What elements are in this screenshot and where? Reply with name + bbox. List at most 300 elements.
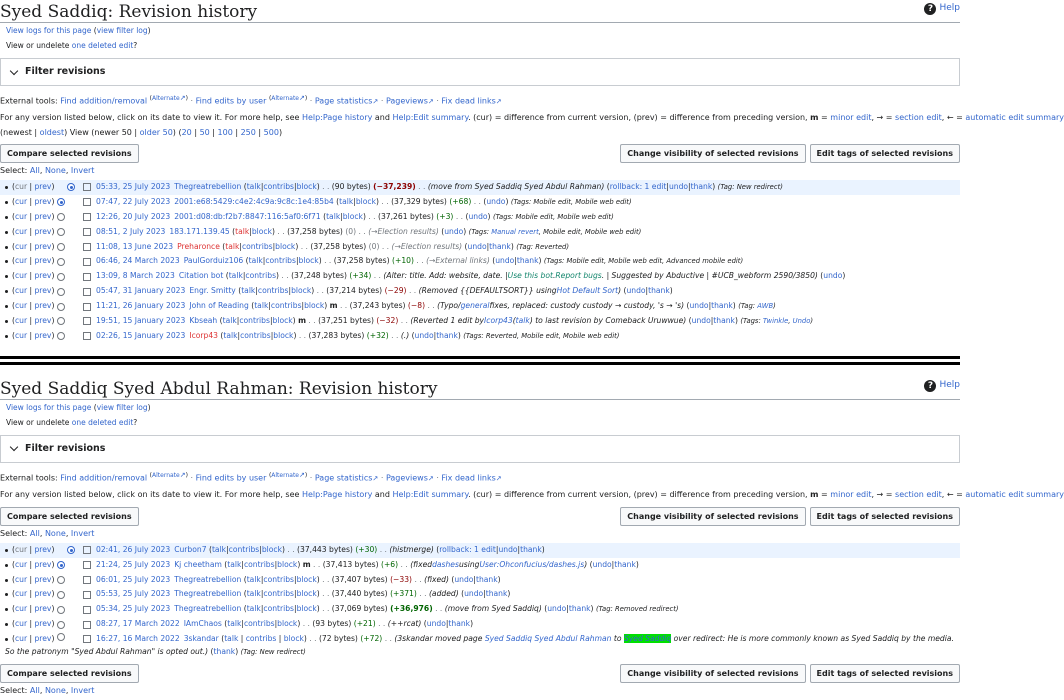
page-title: Syed Saddiq Syed Abdul Rahman: Revision history [0, 377, 960, 400]
thank-link[interactable]: thank [711, 301, 733, 311]
user-link[interactable]: Engr. Smitty [189, 286, 236, 296]
alternate-link-1[interactable]: Alternate [152, 471, 180, 479]
diff-radio[interactable] [57, 576, 65, 584]
undo-link[interactable]: undo [668, 182, 689, 191]
alternate-link-2[interactable]: Alternate [271, 95, 299, 102]
revision-date[interactable]: 13:09, 8 March 2023 [96, 271, 175, 281]
external-link-icon: ↗ [298, 470, 305, 479]
help-label[interactable]: Help [939, 3, 960, 14]
select-all-link[interactable]: All [29, 528, 40, 538]
undo-link[interactable]: undo [444, 226, 464, 236]
revision-date[interactable]: 21:24, 25 July 2023 [96, 559, 171, 569]
revision-list [0, 180, 960, 344]
revision-date[interactable]: 11:08, 13 June 2023 [96, 241, 174, 251]
cur-link[interactable]: cur [14, 559, 28, 569]
diff-radio[interactable] [57, 621, 65, 629]
diff-radio[interactable] [57, 243, 65, 251]
compare-button[interactable]: Compare selected revisions [0, 144, 139, 163]
prev-link[interactable]: prev [34, 286, 52, 296]
contribs-link[interactable]: contribs [228, 544, 260, 554]
limit-50-link[interactable]: 50 [199, 128, 210, 137]
rollback-link[interactable]: rollback: 1 edit [609, 182, 667, 191]
script-link[interactable]: User:Ohconfucius/dashes.js [479, 559, 585, 569]
prev-link[interactable]: prev [34, 226, 52, 236]
diff-radio[interactable] [57, 332, 65, 340]
talk-link[interactable]: talk [246, 574, 261, 584]
talk-link[interactable]: talk [235, 226, 250, 236]
user-link[interactable]: Thegreatrebellion [174, 182, 242, 191]
block-link[interactable]: block [272, 316, 293, 326]
prev-link[interactable]: prev [34, 544, 52, 554]
diff-radio[interactable] [57, 258, 65, 266]
prev-link[interactable]: prev [34, 301, 52, 311]
cur-link[interactable]: cur [14, 604, 28, 614]
tag-link[interactable]: AWB [757, 302, 774, 311]
undo-link[interactable]: undo [467, 241, 487, 251]
talk-link[interactable]: talk [254, 301, 269, 311]
help-link[interactable] [924, 380, 960, 392]
alternate-link-2[interactable]: Alternate [271, 471, 299, 479]
revision-checkbox[interactable] [83, 591, 91, 599]
select-line: Select: All, None, Invert [0, 528, 95, 538]
help-edit-summary-link[interactable]: Help:Edit summary [392, 113, 469, 122]
thank-link[interactable]: thank [436, 330, 458, 340]
block-link[interactable]: block [277, 619, 298, 629]
help-icon: ? [924, 380, 936, 392]
minor-edit-marker: m [298, 316, 306, 326]
alternate-link-1[interactable]: Alternate [152, 95, 180, 102]
thank-link[interactable]: thank [614, 559, 636, 569]
revision-checkbox[interactable] [83, 213, 91, 221]
cur-link[interactable]: cur [14, 196, 28, 206]
talk-link[interactable]: talk [246, 604, 261, 614]
revision-row: (cur | prev) 11:08, 13 June 2023 Preharonce ( talk | contribs | block ) . . (37,258 bytes) (0) . . (→Election results) ( undo | thank ) (Tag: Reverted) [0, 240, 960, 255]
talk-link[interactable]: talk [211, 544, 227, 554]
fix-dead-links-link[interactable]: Fix dead links [441, 473, 496, 483]
block-link[interactable]: block [275, 241, 296, 251]
prev-link[interactable]: prev [34, 316, 52, 326]
undo-link[interactable]: undo [414, 330, 434, 340]
revision-checkbox[interactable] [83, 317, 91, 325]
contribs-link[interactable]: contribs [240, 330, 271, 340]
undelete-link[interactable]: one deleted edit [71, 41, 134, 50]
cur-link[interactable]: cur [14, 574, 28, 584]
page-statistics-link[interactable]: Page statistics [314, 473, 373, 483]
revision-checkbox[interactable] [83, 303, 91, 311]
block-link[interactable]: block [261, 544, 282, 554]
block-link[interactable]: block [355, 196, 376, 206]
pageviews-link[interactable]: Pageviews [385, 96, 428, 106]
external-tools: External tools: Find addition/removal $^{(Alternate↗)}$ · Find edits by user $^{(Alternate↗)}$ · Page statistics↗ · Pageviews↗ · Fix dead links↗ [0, 94, 502, 106]
revision-date[interactable]: 02:26, 15 January 2023 [96, 330, 186, 340]
contribs-link[interactable]: contribs [241, 241, 273, 251]
revision-checkbox[interactable] [83, 576, 91, 584]
thank-link[interactable]: thank [213, 647, 236, 657]
thank-link[interactable]: thank [485, 589, 508, 599]
revision-row: (cur | prev) 05:34, 25 July 2023 Thegreatrebellion ( talk | contribs | block ) . . (37,069 bytes) (+36,976) . . (move from Syed Saddiq) ( undo | thank ) (Tag: Removed redirect) [0, 602, 960, 617]
undo-link[interactable]: undo [498, 544, 518, 554]
contribs-link[interactable]: contribs [265, 256, 296, 266]
revision-checkbox[interactable] [83, 635, 91, 643]
block-link[interactable]: block [291, 286, 312, 296]
undo-link[interactable]: undo [691, 316, 711, 326]
prev-link[interactable]: prev [34, 256, 52, 266]
revision-row: (cur | prev) 08:27, 17 March 2022 IAmChaos ( talk | contribs | block ) . . (93 bytes) (+21) . . (++rcat) ( undo | thank ) [0, 617, 960, 632]
contribs-link[interactable]: contribs [263, 604, 295, 614]
cur-link[interactable]: cur [14, 634, 28, 644]
cur-link[interactable]: cur [14, 271, 28, 281]
revision-checkbox[interactable] [83, 606, 91, 614]
cur-link[interactable]: cur [14, 619, 28, 629]
help-link[interactable] [924, 3, 960, 15]
revision-date[interactable]: 05:47, 31 January 2023 [96, 286, 186, 296]
help-page-history-link[interactable]: Help:Page history [301, 113, 373, 122]
talk-link[interactable]: talk [227, 619, 242, 629]
prev-link[interactable]: prev [34, 634, 52, 644]
revision-row: (cur | prev) 06:01, 25 July 2023 Thegreatrebellion ( talk | contribs | block ) . . (37,407 bytes) (−33) . . (fixed) ( undo | thank ) [0, 573, 960, 588]
view-logs-link[interactable]: View logs for this page [6, 402, 92, 412]
section-edit-link[interactable]: section edit [895, 113, 942, 122]
cur-link[interactable]: cur [14, 241, 28, 251]
thank-link[interactable]: thank [690, 182, 713, 191]
revision-row: (cur | prev) 07:47, 22 July 2023 2001:e68:5429:c4e2:4c9a:9c8c:1e4:85b4 ( talk | block ) . . (37,329 bytes) (+68) . . ( undo ) (Tags: Mobile edit, Mobile web edit) [0, 195, 960, 210]
external-link-icon: ↗ [372, 97, 379, 106]
user-link[interactable]: 3skandar [183, 634, 219, 644]
find-edits-user-link[interactable]: Find edits by user [195, 96, 267, 106]
rollback-link[interactable]: rollback: 1 edit [439, 544, 496, 554]
block-link[interactable]: block [298, 256, 319, 266]
thank-link[interactable]: thank [713, 316, 735, 326]
contribs-link[interactable]: contribs [263, 182, 295, 191]
revision-date[interactable]: 07:47, 22 July 2023 [96, 196, 171, 206]
find-addition-link[interactable]: Find addition/removal [60, 96, 148, 106]
user-link[interactable]: IAmChaos [183, 619, 222, 629]
contribs-link[interactable]: contribs [239, 316, 270, 326]
contribs-link[interactable]: contribs [245, 634, 277, 644]
undelete-link[interactable]: one deleted edit [71, 417, 134, 427]
use-bot-link[interactable]: Use this bot [507, 271, 553, 281]
chevron-right-icon [10, 66, 18, 74]
prev-link[interactable]: prev [34, 241, 52, 251]
limit-500-link[interactable]: 500 [263, 128, 279, 137]
page-statistics-link[interactable]: Page statistics [314, 96, 373, 106]
revision-date[interactable]: 05:34, 25 July 2023 [96, 604, 171, 614]
talk-link[interactable]: talk [228, 271, 243, 281]
diff-radio[interactable] [57, 213, 65, 221]
undelete-suffix: ? [133, 41, 138, 50]
diff-radio[interactable] [67, 183, 75, 191]
revision-date[interactable]: 16:27, 16 March 2022 [96, 634, 180, 644]
filter-revisions-toggle[interactable] [0, 58, 960, 86]
diff-radio[interactable] [57, 273, 65, 281]
revision-date[interactable]: 08:51, 2 July 2023 [96, 226, 166, 236]
revision-checkbox[interactable] [83, 198, 91, 206]
page-title: Syed Saddiq: Revision history [0, 0, 960, 23]
change-visibility-button[interactable]: Change visibility of selected revisions [620, 664, 805, 683]
revision-date[interactable]: 12:26, 20 July 2023 [96, 211, 171, 221]
talk-link[interactable]: talk [246, 589, 261, 599]
talk-link[interactable]: talk [339, 196, 354, 206]
block-link[interactable]: block [273, 330, 294, 340]
block-link[interactable]: block [296, 574, 317, 584]
prev-link[interactable]: prev [34, 619, 52, 629]
select-invert-link[interactable]: Invert [70, 528, 95, 538]
tools-prefix: External tools: [0, 96, 61, 106]
select-all-link[interactable]: All [29, 686, 40, 696]
contribs-link[interactable]: contribs [245, 271, 277, 281]
user-link[interactable]: Kbseah [189, 316, 218, 326]
revision-checkbox[interactable] [83, 546, 91, 554]
block-link[interactable]: block [296, 604, 317, 614]
undo-link[interactable]: undo [464, 589, 484, 599]
undo-link[interactable]: undo [454, 574, 474, 584]
select-none-link[interactable]: None [44, 166, 66, 175]
undo-link[interactable]: undo [823, 271, 843, 281]
revision-row: (cur | prev) 05:53, 25 July 2023 Thegreatrebellion ( talk | contribs | block ) . . (37,440 bytes) (+371) . . (added) ( undo | thank ) [0, 587, 960, 602]
undo-link[interactable]: undo [468, 211, 488, 221]
find-addition-link[interactable]: Find addition/removal [60, 473, 148, 483]
compare-button[interactable]: Compare selected revisions [0, 664, 139, 683]
automatic-summary-link[interactable]: automatic edit summary [965, 113, 1064, 122]
user-link[interactable]: Thegreatrebellion [174, 574, 242, 584]
reverted-user-link[interactable]: Icorp43 [484, 316, 513, 326]
undo-link[interactable]: undo [486, 196, 506, 206]
section-edit-link[interactable]: section edit [895, 489, 942, 499]
talk-link[interactable]: talk [248, 256, 263, 266]
contribs-link[interactable]: contribs [243, 559, 275, 569]
block-link[interactable]: block [251, 226, 272, 236]
revision-date[interactable]: 05:33, 25 July 2023 [96, 182, 171, 191]
user-link[interactable]: Kj cheetham [174, 559, 222, 569]
cur-link[interactable]: cur [14, 316, 28, 326]
undo-link[interactable]: undo [495, 256, 515, 266]
select-line: Select: All, None, Invert [0, 686, 95, 696]
revision-list [0, 543, 960, 659]
cur-link[interactable]: cur [14, 226, 28, 236]
undo-link[interactable]: undo [426, 619, 446, 629]
thank-link[interactable]: thank [448, 619, 471, 629]
revision-row: (cur | prev) 13:09, 8 March 2023 Citation bot ( talk | contribs ) . . (37,248 bytes) (+34) . . (Alter: title. Add: website, date. | Use this bot . Report bugs . | Suggested by Abductive | #UCB_webform 2590/3850) ( undo ) [0, 269, 960, 284]
fix-dead-links-link[interactable]: Fix dead links [441, 96, 496, 106]
find-edits-user-link[interactable]: Find edits by user [195, 473, 267, 483]
external-link-icon: ↗ [495, 474, 502, 483]
move-target-link[interactable]: Syed Saddiq [623, 634, 672, 644]
prev-link[interactable]: prev [34, 559, 52, 569]
undo-link[interactable]: undo [689, 301, 709, 311]
contribs-link[interactable]: contribs [270, 301, 302, 311]
external-link-icon: ↗ [179, 470, 186, 479]
reverted-user-talk-link[interactable]: talk [515, 316, 530, 326]
revision-date[interactable]: 19:51, 15 January 2023 [96, 316, 186, 326]
undo-link[interactable]: undo [626, 286, 646, 296]
diff-radio[interactable] [57, 228, 65, 236]
user-link[interactable]: 2001:e68:5429:c4e2:4c9a:9c8c:1e4:85b4 [174, 196, 334, 206]
revision-row: (cur | prev) 06:46, 24 March 2023 PaulGorduiz106 ( talk | contribs | block ) . . (37,258 bytes) (+10) . . (→External links) ( undo | thank ) (Tags: Mobile edit, Mobile web edit, Advanced mobile edit) [0, 254, 960, 269]
block-link[interactable]: block [277, 559, 298, 569]
user-link[interactable]: 183.171.139.45 [169, 226, 230, 236]
undo-link[interactable]: undo [547, 604, 567, 614]
contribs-link[interactable]: contribs [257, 286, 289, 296]
compare-button[interactable]: Compare selected revisions [0, 507, 139, 526]
minor-edit-marker: m [329, 301, 338, 311]
cur-link[interactable]: cur [14, 589, 28, 599]
diff-radio[interactable] [57, 633, 65, 641]
revision-checkbox[interactable] [83, 561, 91, 569]
pageviews-link[interactable]: Pageviews [385, 473, 428, 483]
undo-link[interactable]: undo [592, 559, 612, 569]
revision-checkbox[interactable] [83, 228, 91, 236]
user-link[interactable]: 2001:d08:db:f2b7:8847:116:5af0:6f71 [174, 211, 321, 221]
talk-link[interactable]: talk [224, 634, 239, 644]
tag-link[interactable]: Manual revert [491, 227, 539, 236]
block-link[interactable]: block [283, 634, 304, 644]
hot-default-sort-link[interactable]: Hot Default Sort [556, 286, 619, 296]
right-buttons [620, 144, 960, 163]
diff-radio[interactable] [57, 591, 65, 599]
general-fixes-link[interactable]: general [460, 301, 490, 311]
filter-revisions-toggle[interactable]: Filter revisions [0, 435, 960, 463]
thank-link[interactable]: thank [489, 241, 511, 251]
user-link[interactable]: Curbon7 [174, 544, 207, 554]
undelete-line: View or undelete one deleted edit? [6, 417, 138, 427]
thank-link[interactable]: thank [475, 574, 498, 584]
user-link[interactable]: Citation bot [178, 271, 224, 281]
view-filter-log-link[interactable]: view filter log [96, 26, 148, 35]
revision-date[interactable]: 06:01, 25 July 2023 [96, 574, 171, 584]
cur-link[interactable]: cur [14, 211, 28, 221]
help-label[interactable]: Help [939, 379, 960, 390]
diff-radio[interactable] [57, 198, 65, 206]
user-link[interactable]: Thegreatrebellion [174, 604, 242, 614]
help-page-history-link[interactable]: Help:Page history [301, 489, 373, 499]
prev-link[interactable]: prev [34, 589, 52, 599]
select-none-link[interactable]: None [44, 686, 66, 696]
select-invert-link[interactable]: Invert [70, 166, 95, 175]
change-visibility-button[interactable]: Change visibility of selected revisions [620, 507, 805, 526]
talk-link[interactable]: talk [225, 241, 240, 251]
diff-radio[interactable] [57, 288, 65, 296]
edit-tags-button[interactable]: Edit tags of selected revisions [810, 664, 960, 683]
minor-edit-link[interactable]: minor edit [830, 489, 872, 499]
external-link-icon: ↗ [298, 94, 305, 102]
view-filter-log-link[interactable]: view filter log [96, 402, 148, 412]
diff-radio[interactable] [57, 303, 65, 311]
revision-date[interactable]: 11:21, 26 January 2023 [96, 301, 186, 311]
user-link[interactable]: Icorp43 [189, 330, 218, 340]
revision-date[interactable]: 05:53, 25 July 2023 [96, 589, 171, 599]
revision-checkbox[interactable] [83, 288, 91, 296]
cur-link[interactable]: cur [14, 256, 28, 266]
talk-link[interactable]: talk [227, 559, 242, 569]
prev-link[interactable]: prev [34, 196, 52, 206]
revision-date[interactable]: 02:41, 26 July 2023 [96, 544, 171, 554]
automatic-summary-link[interactable]: automatic edit summary [965, 489, 1064, 499]
dashes-link[interactable]: dashes [432, 559, 459, 569]
revision-date[interactable]: 08:27, 17 March 2022 [96, 619, 180, 629]
cur-link[interactable]: cur [14, 330, 28, 340]
revision-date[interactable]: 06:46, 24 March 2023 [96, 256, 180, 266]
prev-link[interactable]: prev [34, 271, 52, 281]
contribs-link[interactable]: contribs [243, 619, 275, 629]
select-all-link[interactable]: All [29, 166, 40, 175]
diff-radio[interactable] [57, 606, 65, 614]
oldest-link[interactable]: oldest [39, 128, 65, 137]
talk-link[interactable]: talk [241, 286, 256, 296]
revision-checkbox[interactable] [83, 621, 91, 629]
limit-250-link[interactable]: 250 [240, 128, 256, 137]
revision-checkbox[interactable] [83, 258, 91, 266]
prev-link[interactable]: prev [34, 574, 52, 584]
contribs-link[interactable]: contribs [263, 589, 295, 599]
talk-link[interactable]: talk [222, 316, 237, 326]
thank-link[interactable]: thank [568, 604, 591, 614]
cur-link[interactable]: cur [14, 286, 28, 296]
button-row [0, 144, 960, 163]
move-source-link[interactable]: Syed Saddiq Syed Abdul Rahman [484, 634, 612, 644]
thank-link[interactable]: thank [520, 544, 542, 554]
revision-checkbox[interactable] [83, 332, 91, 340]
block-link[interactable]: block [304, 301, 325, 311]
user-link[interactable]: PaulGorduiz106 [183, 256, 244, 266]
pagination-nav: (newest | oldest) View (newer 50 | older 50) (20 | 50 | 100 | 250 | 500) [0, 128, 283, 137]
diff-radio[interactable] [57, 561, 65, 569]
limit-20-link[interactable]: 20 [181, 128, 192, 137]
report-bugs-link[interactable]: Report bugs [555, 271, 602, 281]
edit-tags-button[interactable]: Edit tags of selected revisions [810, 507, 960, 526]
tag-link[interactable]: Undo [792, 317, 811, 326]
prev-link[interactable]: prev [34, 604, 52, 614]
view-logs-link[interactable]: View logs for this page [6, 26, 92, 35]
minor-edit-link[interactable]: minor edit [830, 113, 872, 122]
contribs-link[interactable]: contribs [263, 574, 295, 584]
revision-checkbox[interactable] [83, 183, 91, 191]
diff-radio[interactable] [67, 546, 75, 554]
revision-row: (cur | prev) 11:21, 26 January 2023 John of Reading ( talk | contribs | block ) m . . (37,243 bytes) (−8) . . (Typo/ general fixes, replaced: custody custody → custody, 's → 's) ( undo | thank ) (Tag: AWB) [0, 299, 960, 314]
external-tools: External tools: Find addition/removal $^{(Alternate↗)}$ · Find edits by user $^{(Alternate↗)}$ · Page statistics↗ · Pageviews↗ · Fix dead links↗ [0, 470, 502, 483]
help-edit-summary-link[interactable]: Help:Edit summary [392, 489, 469, 499]
history-section-2 [0, 377, 1064, 697]
talk-link[interactable]: talk [246, 182, 261, 191]
diff-radio[interactable] [57, 317, 65, 325]
prev-link[interactable]: prev [34, 182, 52, 191]
block-link[interactable]: block [342, 211, 363, 221]
thank-link[interactable]: thank [648, 286, 670, 296]
edit-tags-button[interactable]: Edit tags of selected revisions [810, 144, 960, 163]
prev-link[interactable]: prev [34, 211, 52, 221]
revision-row: (cur | prev) 12:26, 20 July 2023 2001:d08:db:f2b7:8847:116:5af0:6f71 ( talk | block ) . . (37,261 bytes) (+3) . . ( undo ) (Tags: Mobile edit, Mobile web edit) [0, 210, 960, 225]
block-link[interactable]: block [296, 589, 317, 599]
thank-link[interactable]: thank [516, 256, 539, 266]
change-visibility-button[interactable]: Change visibility of selected revisions [620, 144, 805, 163]
older-50-link[interactable]: older 50 [139, 128, 173, 137]
revision-row: (cur | prev) 02:41, 26 July 2023 Curbon7 ( talk | contribs | block ) . . (37,443 bytes) (+30) . . (histmerge) ( rollback: 1 edit | undo | thank ) [0, 543, 960, 558]
talk-link[interactable]: talk [223, 330, 238, 340]
select-invert-link[interactable]: Invert [70, 686, 95, 696]
revision-row: (cur | prev) 08:51, 2 July 2023 183.171.139.45 ( talk | block ) . . (37,258 bytes) (0) . . (→Election results) ( undo ) (Tags: Manual revert, Mobile edit, Mobile web edit) [0, 225, 960, 240]
revision-checkbox[interactable] [83, 243, 91, 251]
talk-link[interactable]: talk [326, 211, 341, 221]
cur-link[interactable]: cur [14, 301, 28, 311]
limit-100-link[interactable]: 100 [217, 128, 233, 137]
prev-link[interactable]: prev [34, 330, 52, 340]
revision-checkbox[interactable] [83, 273, 91, 281]
select-none-link[interactable]: None [44, 528, 66, 538]
block-link[interactable]: block [296, 182, 317, 191]
user-link[interactable]: Preharonce [177, 241, 220, 251]
tag-link[interactable]: Twinkle [762, 317, 789, 326]
user-link[interactable]: Thegreatrebellion [174, 589, 242, 599]
user-link[interactable]: John of Reading [189, 301, 249, 311]
